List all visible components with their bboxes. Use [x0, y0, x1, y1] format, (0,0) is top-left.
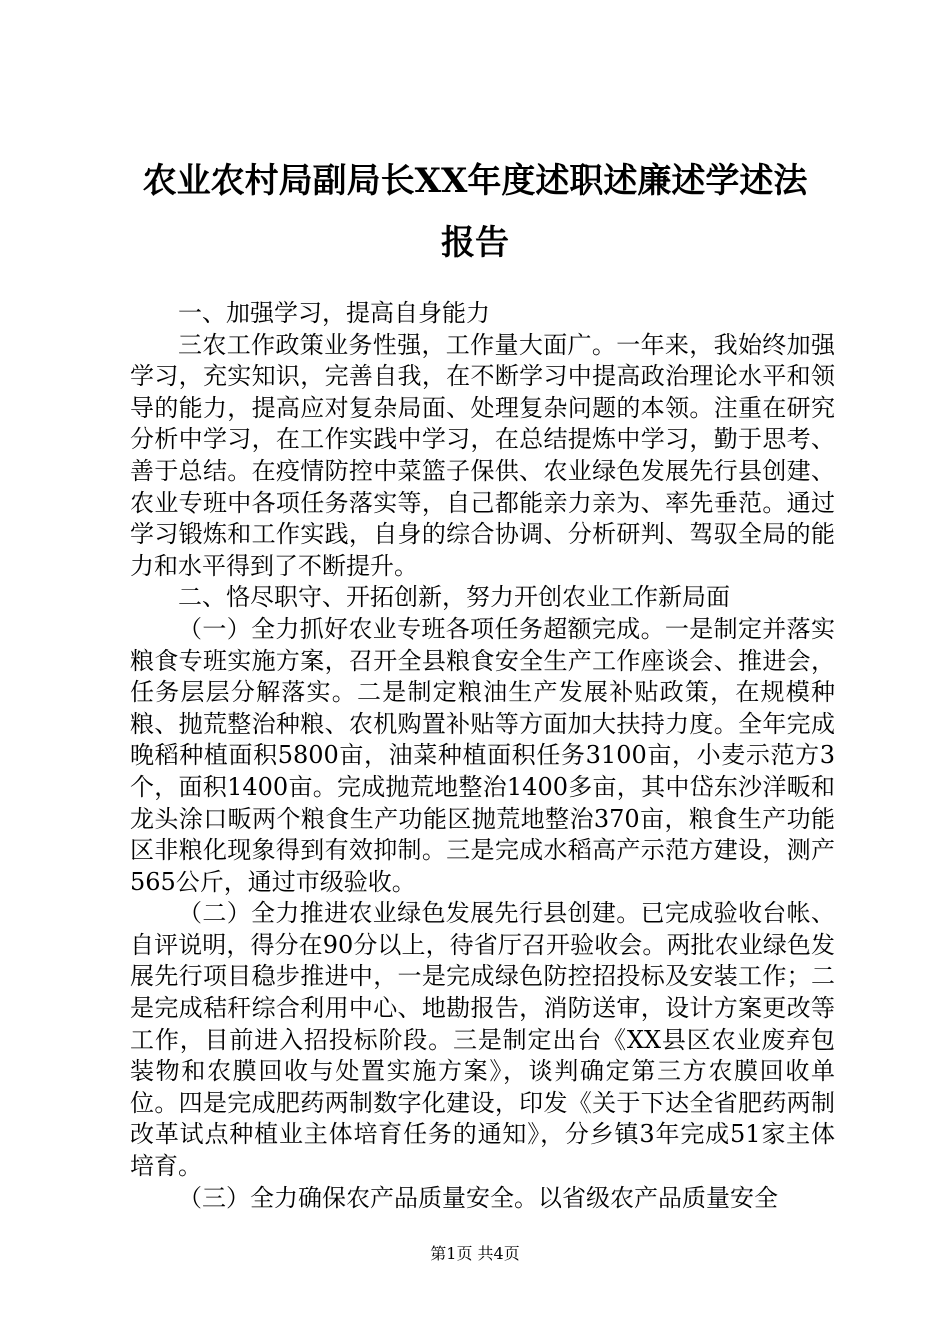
paragraph-3: （二）全力推进农业绿色发展先行县创建。已完成验收台帐、自评说明，得分在90分以上，待省厅召开验收会。两批农业绿色发展先行项目稳步推进中，一是完成绿色防控招投标及安装工作；二是完成秸秆综合利用中心、地勘报告，消防送审，设计方案更改等工作，目前进入招投标阶段。三是制定出台《XX县区农业废弃包装物和农膜回收与处置实施方案》，谈判确定第三方农膜回收单位。四是完成肥药两制数字化建设，印发《关于下达全省肥药两制改革试点种植业主体培育任务的通知》，分乡镇3年完成51家主体培育。: [130, 899, 835, 1181]
paragraph-2: （一）全力抓好农业专班各项任务超额完成。一是制定并落实粮食专班实施方案，召开全县粮食安全生产工作座谈会、推进会，任务层层分解落实。二是制定粮油生产发展补贴政策，在规模种粮、抛荒整治种粮、农机购置补贴等方面加大扶持力度。全年完成晚稻种植面积5800亩，油菜种植面积任务3100亩，小麦示范方3个，面积1400亩。完成抛荒地整治1400多亩，其中岱东沙洋畈和龙头涂口畈两个粮食生产功能区抛荒地整治370亩，粮食生产功能区非粮化现象得到有效抑制。三是完成水稻高产示范方建设，测产565公斤，通过市级验收。: [130, 614, 835, 896]
section-heading-1: 一、加强学习，提高自身能力: [178, 299, 490, 327]
paragraph-1: 三农工作政策业务性强，工作量大面广。一年来，我始终加强学习，充实知识，完善自我，在不断学习中提高政治理论水平和领导的能力，提高应对复杂局面、处理复杂问题的本领。注重在研究分析中学习，在工作实践中学习，在总结提炼中学习，勤于思考、善于总结。在疫情防控中菜篮子保供、农业绿色发展先行县创建、农业专班中各项任务落实等，自己都能亲力亲为、率先垂范。通过学习锻炼和工作实践，自身的综合协调、分析研判、驾驭全局的能力和水平得到了不断提升。: [130, 330, 835, 580]
document-title-line-2: 报告: [441, 223, 509, 263]
page-footer: 第1页 共4页: [430, 1244, 520, 1263]
paragraph-4: （三）全力确保农产品质量安全。以省级农产品质量安全: [178, 1183, 778, 1212]
section-heading-2: 二、恪尽职守、开拓创新，努力开创农业工作新局面: [178, 583, 730, 612]
document-body: [130, 298, 835, 1214]
document-title-line-1: 农业农村局副局长XX年度述职述廉述学述法: [142, 161, 808, 201]
